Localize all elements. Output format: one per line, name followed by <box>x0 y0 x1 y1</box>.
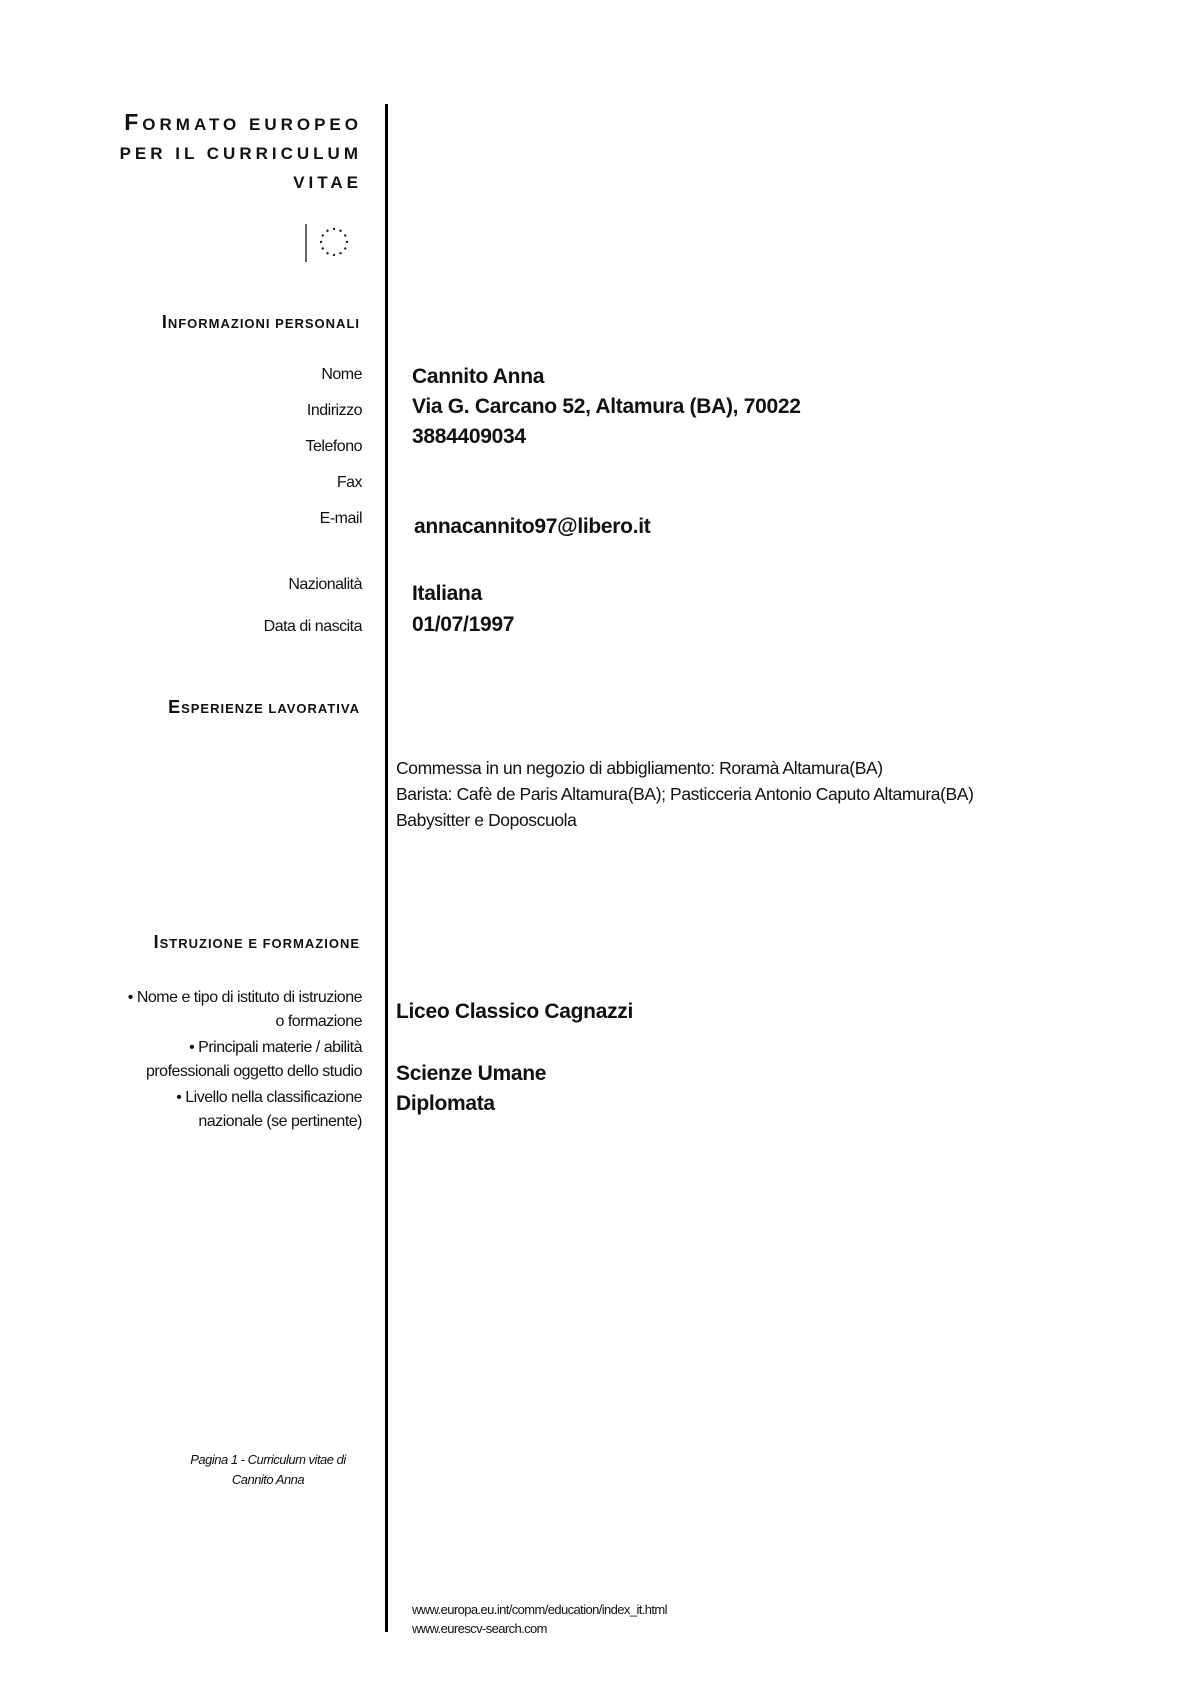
section-heading-personal <box>162 312 360 333</box>
title-line-3: VITAE <box>293 173 362 192</box>
label-institute-2: o formazione <box>275 1013 362 1030</box>
label-name: Nome <box>321 366 362 383</box>
eu-star-icon <box>320 241 322 243</box>
value-address: Via G. Carcano 52, Altamura (BA), 70022 <box>412 395 801 418</box>
value-phone: 3884409034 <box>412 425 526 448</box>
title-initial: F <box>124 109 143 135</box>
value-institute: Liceo Classico Cagnazzi <box>396 1000 634 1023</box>
title-line-1 <box>112 108 362 139</box>
label-fax: Fax <box>336 474 362 491</box>
section-rest: STRUZIONE E FORMAZIONE <box>159 936 360 951</box>
eu-star-icon <box>322 234 324 236</box>
value-email: annacannito97@libero.it <box>414 515 651 538</box>
eu-star-icon <box>346 241 348 243</box>
section-initial: I <box>153 932 160 952</box>
eu-star-icon <box>344 234 346 236</box>
section-rest: SPERIENZE LAVORATIVA <box>181 701 360 716</box>
eu-star-icon <box>344 247 346 249</box>
title-line-2: PER IL CURRICULUM <box>119 144 362 163</box>
label-level-1: • Livello nella classificazione <box>176 1089 362 1106</box>
eu-star-icon <box>339 252 341 254</box>
footer-links <box>412 1600 667 1638</box>
page-footer-note <box>178 1450 358 1490</box>
eu-star-icon <box>326 252 328 254</box>
vertical-divider <box>385 104 388 1632</box>
section-rest: NFORMAZIONI PERSONALI <box>167 316 360 331</box>
value-name: Cannito Anna <box>412 365 545 388</box>
label-institute-1: • Nome e tipo di istituto di istruzione <box>127 989 362 1006</box>
eu-star-icon <box>333 228 335 230</box>
work-line-1: Commessa in un negozio di abbigliamento: Roramà Altamura(BA) <box>396 758 883 778</box>
value-subjects: Scienze Umane <box>396 1062 547 1085</box>
section-initial: I <box>161 312 168 332</box>
section-heading-work <box>168 697 360 718</box>
eu-star-icon <box>326 230 328 232</box>
label-birthdate: Data di nascita <box>263 618 362 635</box>
label-subjects-2: professionali oggetto dello studio <box>145 1063 362 1080</box>
label-level-2: nazionale (se pertinente) <box>198 1113 362 1130</box>
work-line-2: Barista: Cafè de Paris Altamura(BA); Pasticceria Antonio Caputo Altamura(BA) <box>396 784 974 804</box>
section-initial: E <box>168 697 182 717</box>
work-line-3: Babysitter e Doposcuola <box>396 810 577 830</box>
footer-link-1[interactable]: www.europa.eu.int/comm/education/index_it.html <box>412 1602 667 1617</box>
label-address: Indirizzo <box>306 402 362 419</box>
eu-star-icon <box>322 247 324 249</box>
eu-star-icon <box>333 254 335 256</box>
footer-link-2[interactable]: www.eurescv-search.com <box>412 1621 547 1636</box>
title-line-1-rest: ORMATO EUROPEO <box>142 115 362 134</box>
label-email: E-mail <box>319 510 362 527</box>
document-title <box>112 108 362 197</box>
value-birthdate: 01/07/1997 <box>412 613 515 636</box>
section-heading-education <box>154 932 360 953</box>
footer-page-line-2: Cannito Anna <box>231 1472 305 1487</box>
value-nationality: Italiana <box>412 582 482 605</box>
eu-star-icon <box>339 230 341 232</box>
label-subjects-1: • Principali materie / abilità <box>189 1039 362 1056</box>
label-phone: Telefono <box>305 438 362 455</box>
eu-flag-logo <box>304 222 356 264</box>
footer-page-line-1: Pagina 1 - Curriculum vitae di <box>190 1452 346 1467</box>
label-nationality: Nazionalità <box>288 576 362 593</box>
value-level: Diplomata <box>396 1092 495 1115</box>
